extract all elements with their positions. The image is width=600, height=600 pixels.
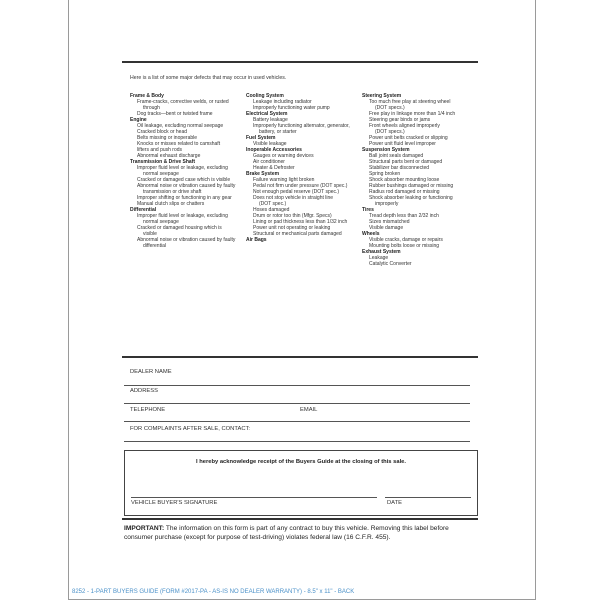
defect-item: Cracked or damaged case which is visible [137, 177, 231, 183]
defect-item: Shock absorber mounting loose [369, 177, 440, 183]
defect-item: Cracked or damaged housing which is [137, 225, 222, 231]
defect-category-heading: Wheels [362, 231, 380, 237]
defect-item: Rubber bushings damaged or missing [369, 183, 454, 189]
defect-item: Visible cracks, damage or repairs [369, 237, 443, 243]
defect-item: (DOT specs.) [375, 129, 405, 135]
defect-item: Lining or pad thickness less than 1/32 inch [253, 219, 348, 225]
defect-item: Frame-cracks, corrective welds, or rusted [137, 99, 229, 105]
middle-rule [122, 356, 478, 358]
defect-category-heading: Tires [362, 207, 374, 213]
defect-item: Power unit not operating or leaking [253, 225, 331, 231]
defect-item: Knocks or misses related to camshaft [137, 141, 221, 147]
defect-item: Catalytic Converter [369, 261, 412, 267]
defect-category-heading: Steering System [362, 93, 402, 99]
defect-item: Air conditioner [253, 159, 285, 165]
acknowledgement-box [124, 450, 478, 516]
email-label: EMAIL [300, 407, 318, 413]
signature-line[interactable] [131, 497, 377, 498]
defect-item: Radius rod damaged or missing [369, 189, 440, 195]
defect-item: Improperly functioning water pump [253, 105, 330, 111]
date-label: DATE [387, 500, 403, 506]
defect-item: Too much free play at steering wheel [369, 99, 451, 105]
complaints-line[interactable] [124, 441, 470, 442]
dealer-name-line[interactable] [124, 385, 470, 386]
telephone-email-line[interactable] [124, 421, 470, 422]
important-label: IMPORTANT: [124, 525, 165, 532]
defect-item: normal seepage [143, 219, 179, 225]
bottom-rule [122, 518, 478, 520]
address-label: ADDRESS [130, 388, 159, 394]
defect-item: Drum or rotor too thin (Mfgr. Specs) [253, 213, 332, 219]
defect-item: Shock absorber leaking or functioning [369, 195, 453, 201]
defect-item: Visible damage [369, 225, 404, 231]
defect-item: differential [143, 243, 166, 249]
defect-item: Abnormal noise or vibration caused by faulty [137, 183, 236, 189]
dealer-name-label: DEALER NAME [130, 369, 172, 375]
defect-item: Hoses damaged [253, 207, 290, 213]
defect-item: Structural parts bent or damaged [369, 159, 443, 165]
defect-item: Visible leakage [253, 141, 287, 147]
defect-item: normal seepage [143, 171, 179, 177]
defect-category-heading: Air Bags [246, 237, 267, 243]
important-notice [124, 524, 476, 542]
defect-category-heading: Transmission & Drive Shaft [130, 159, 196, 165]
defect-category-heading: Suspension System [362, 147, 410, 153]
date-line[interactable] [385, 497, 471, 498]
defect-item: through [143, 105, 160, 111]
defect-item: Spring broken [369, 171, 401, 177]
defect-category-heading: Frame & Body [130, 93, 164, 99]
defect-item: Improper fluid level or leakage, excluding [137, 213, 228, 219]
defect-item: battery, or starter [259, 129, 297, 135]
important-text: The information on this form is part of any contract to buy this vehicle. Removing this label before consumer purchase (except for purpose of test-driving) violates federal law (16 C.F.R. 455). [124, 525, 449, 541]
defect-item: Does not stop vehicle in straight line [253, 195, 334, 201]
defects-column-1 [130, 93, 235, 249]
address-line[interactable] [124, 403, 470, 404]
defect-item: visible [143, 231, 157, 237]
telephone-label: TELEPHONE [130, 407, 166, 413]
defect-item: Steering gear binds or jams [369, 117, 431, 123]
defect-category-heading: Engine [130, 117, 147, 123]
defect-item: Not enough pedal reserve (DOT spec.) [253, 189, 340, 195]
signature-label: VEHICLE BUYER'S SIGNATURE [131, 500, 218, 506]
defect-item: Gauges or warning devices [253, 153, 314, 159]
defect-item: Belts missing or inoperable [137, 135, 198, 141]
defect-item: Improperly functioning alternator, generator, [253, 123, 350, 129]
defect-item: Abnormal exhaust discharge [137, 153, 201, 159]
acknowledgement-statement: I hereby acknowledge receipt of the Buyers Guide at the closing of this sale. [195, 459, 407, 465]
defect-category-heading: Brake System [246, 171, 280, 177]
defect-item: Mounting bolts loose or missing [369, 243, 440, 249]
defect-item: Oil leakage, excluding normal seepage [137, 123, 224, 129]
defect-item: Front wheels aligned improperly [369, 123, 440, 129]
defect-item: Battery leakage [253, 117, 288, 123]
defects-column-3 [362, 93, 455, 267]
defect-item: lifters and push rods [137, 147, 183, 153]
defect-item: Tread depth less than 2/32 inch [369, 213, 439, 219]
top-rule [122, 61, 478, 63]
defect-item: (DOT spec.) [259, 201, 287, 207]
defect-item: Heater & Defroster [253, 165, 295, 171]
defect-item: Manual clutch slips or chatters [137, 201, 205, 207]
complaints-label: FOR COMPLAINTS AFTER SALE, CONTACT: [130, 426, 251, 432]
defect-item: Leakage [369, 255, 389, 261]
defect-category-heading: Differential [130, 207, 157, 213]
defects-intro: Here is a list of some major defects that may occur in used vehicles. [130, 75, 287, 81]
defects-column-2 [246, 93, 350, 243]
defect-item: Abnormal noise or vibration caused by faulty [137, 237, 236, 243]
defect-item: Free play in linkage more than 1/4 inch [369, 111, 456, 117]
defect-item: transmission or drive shaft [143, 189, 202, 195]
defect-item: Ball joint seals damaged [369, 153, 424, 159]
form-footer: 8252 - 1-PART BUYERS GUIDE (FORM #2017-PA - AS-IS NO DEALER WARRANTY) - 8.5" x 11" - BACK [72, 589, 355, 595]
defect-item: (DOT specs.) [375, 105, 405, 111]
defect-item: Cracked block or head [137, 129, 188, 135]
defect-item: Improper shifting or functioning in any gear [137, 195, 232, 201]
defect-category-heading: Exhaust System [362, 249, 401, 255]
defect-item: Structural or mechanical parts damaged [253, 231, 342, 237]
defect-item: Pedal not firm under pressure (DOT spec.) [253, 183, 348, 189]
defect-item: Power unit belts cracked or slipping [369, 135, 448, 141]
defect-item: Leakage including radiator [253, 99, 312, 105]
defect-category-heading: Fuel System [246, 135, 276, 141]
defect-category-heading: Cooling System [246, 93, 284, 99]
defect-item: Improper fluid level or leakage, excluding [137, 165, 228, 171]
defect-item: improperly [375, 201, 399, 207]
defect-category-heading: Inoperable Accessories [246, 147, 302, 153]
defect-category-heading: Electrical System [246, 111, 288, 117]
defect-item: Sizes mismatched [369, 219, 410, 225]
defect-item: Dog tracks—bent or twisted frame [137, 111, 213, 117]
defect-item: Stabilizer bar disconnected [369, 165, 430, 171]
defect-item: Failure warning light broken [253, 177, 315, 183]
defect-item: Power unit fluid level improper [369, 141, 436, 147]
